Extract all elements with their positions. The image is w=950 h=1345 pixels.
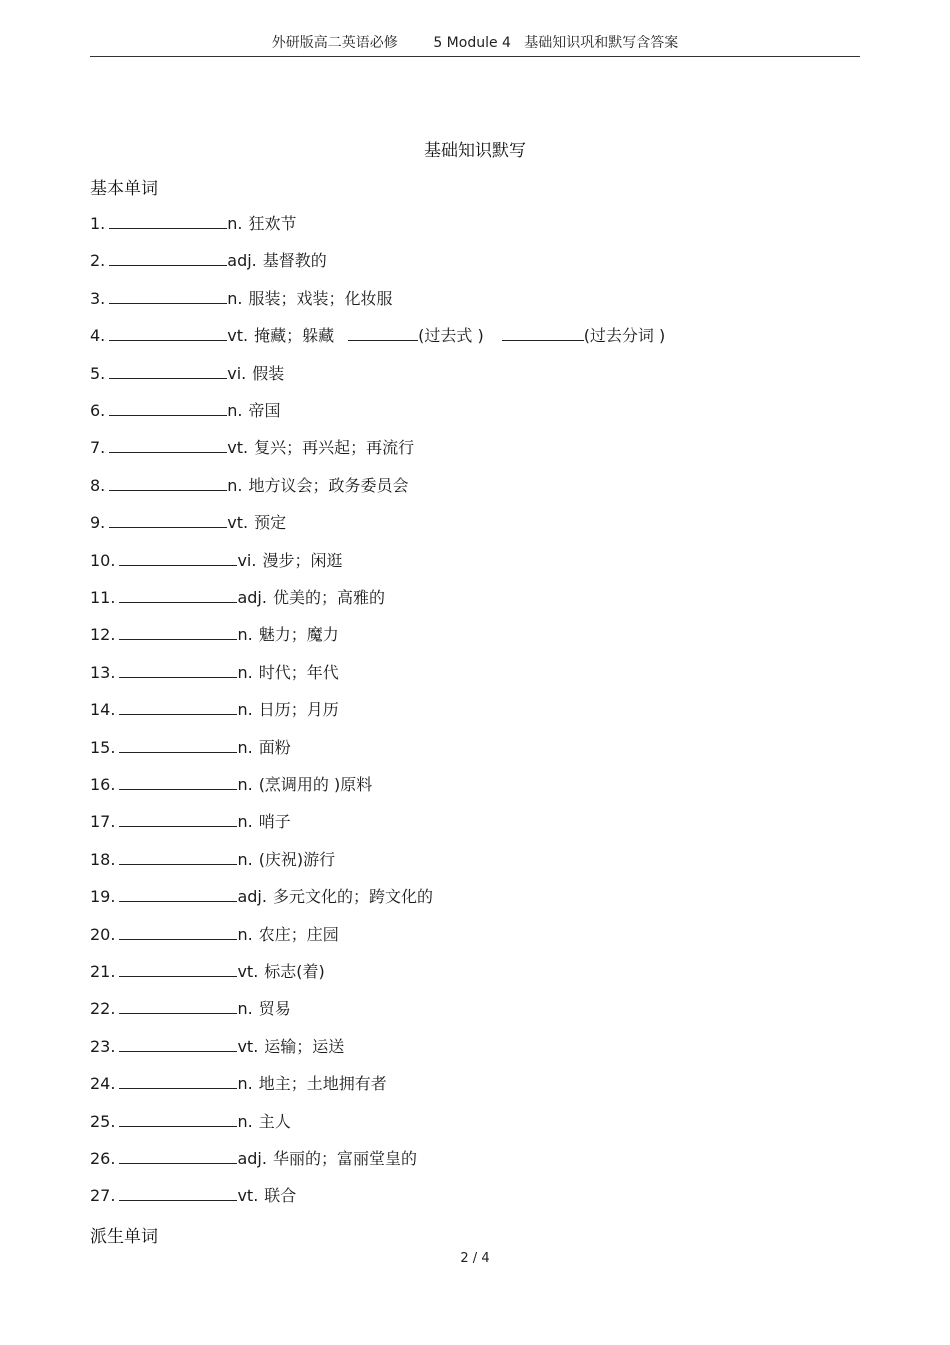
section-derived-words: 派生单词	[90, 1227, 158, 1247]
list-item	[90, 399, 281, 423]
list-item	[90, 1110, 291, 1134]
part-of-speech: n.	[237, 812, 253, 831]
list-item	[90, 960, 325, 984]
list-item	[90, 362, 284, 386]
list-item	[90, 212, 297, 236]
item-number: 22.	[90, 999, 116, 1018]
answer-blank[interactable]	[119, 810, 237, 827]
answer-blank[interactable]	[119, 736, 237, 753]
item-number: 11.	[90, 588, 116, 607]
meaning: 掩藏；躲藏	[254, 326, 335, 345]
item-number: 13.	[90, 663, 116, 682]
meaning: 面粉	[258, 738, 291, 757]
past-tense-blank[interactable]	[348, 324, 418, 341]
meaning: 运输；运送	[264, 1037, 345, 1056]
answer-blank[interactable]	[119, 661, 237, 678]
answer-blank[interactable]	[109, 362, 227, 379]
meaning: 服装；戏装；化妆服	[248, 289, 393, 308]
list-item	[90, 698, 339, 722]
meaning: 华丽的；富丽堂皇的	[272, 1149, 417, 1168]
meaning: 多元文化的；跨文化的	[272, 887, 433, 906]
part-of-speech: vt.	[237, 1186, 259, 1205]
page-header	[90, 30, 860, 57]
item-number: 9.	[90, 513, 106, 532]
part-of-speech: n.	[227, 214, 243, 233]
answer-blank[interactable]	[119, 997, 237, 1014]
item-number: 5.	[90, 364, 106, 383]
meaning: 标志(着)	[264, 962, 325, 981]
meaning: 主人	[258, 1112, 291, 1131]
part-of-speech: vt.	[237, 1037, 259, 1056]
meaning: 假装	[252, 364, 285, 383]
list-item	[90, 1035, 344, 1059]
part-of-speech: n.	[227, 289, 243, 308]
page-number: 2 / 4	[460, 1251, 490, 1266]
part-of-speech: n.	[237, 925, 253, 944]
list-item	[90, 586, 385, 610]
part-of-speech: n.	[227, 401, 243, 420]
part-of-speech: n.	[237, 999, 253, 1018]
item-number: 24.	[90, 1074, 116, 1093]
answer-blank[interactable]	[119, 923, 237, 940]
item-number: 8.	[90, 476, 106, 495]
answer-blank[interactable]	[119, 1147, 237, 1164]
part-of-speech: n.	[237, 738, 253, 757]
item-number: 26.	[90, 1149, 116, 1168]
list-item	[90, 997, 291, 1021]
part-of-speech: adj.	[237, 1149, 267, 1168]
item-number: 20.	[90, 925, 116, 944]
answer-blank[interactable]	[119, 960, 237, 977]
part-of-speech: adj.	[237, 588, 267, 607]
answer-blank[interactable]	[119, 1035, 237, 1052]
list-item	[90, 885, 433, 909]
answer-blank[interactable]	[109, 436, 227, 453]
answer-blank[interactable]	[109, 324, 227, 341]
meaning: 魅力；魔力	[258, 625, 339, 644]
answer-blank[interactable]	[119, 1110, 237, 1127]
header-gap	[402, 35, 429, 51]
answer-blank[interactable]	[109, 249, 227, 266]
part-of-speech: vi.	[227, 364, 247, 383]
meaning: 优美的；高雅的	[272, 588, 385, 607]
list-item	[90, 474, 409, 498]
meaning: 农庄；庄园	[258, 925, 339, 944]
past-tense-label: (过去式 )	[418, 326, 484, 345]
list-item	[90, 923, 339, 947]
item-number: 1.	[90, 214, 106, 233]
item-number: 16.	[90, 775, 116, 794]
item-number: 6.	[90, 401, 106, 420]
part-of-speech: n.	[237, 700, 253, 719]
answer-blank[interactable]	[119, 773, 237, 790]
answer-blank[interactable]	[109, 399, 227, 416]
answer-blank[interactable]	[109, 287, 227, 304]
past-participle-label: (过去分词 )	[583, 326, 666, 345]
item-number: 15.	[90, 738, 116, 757]
part-of-speech: n.	[237, 1074, 253, 1093]
list-item	[90, 736, 291, 760]
list-item	[90, 1072, 387, 1096]
list-item	[90, 773, 372, 797]
part-of-speech: n.	[227, 476, 243, 495]
item-number: 4.	[90, 326, 106, 345]
meaning: 日历；月历	[258, 700, 339, 719]
answer-blank[interactable]	[119, 698, 237, 715]
item-number: 27.	[90, 1186, 116, 1205]
list-item	[90, 1184, 296, 1208]
part-of-speech: vt.	[227, 513, 249, 532]
part-of-speech: vt.	[227, 438, 249, 457]
part-of-speech: vi.	[237, 551, 257, 570]
meaning: 预定	[254, 513, 287, 532]
list-item	[90, 549, 342, 573]
list-item	[90, 436, 414, 460]
part-of-speech: n.	[237, 625, 253, 644]
item-number: 17.	[90, 812, 116, 831]
item-number: 10.	[90, 551, 116, 570]
answer-blank[interactable]	[119, 1184, 237, 1201]
part-of-speech: n.	[237, 850, 253, 869]
part-of-speech: adj.	[227, 251, 257, 270]
meaning: 狂欢节	[248, 214, 297, 233]
list-item	[90, 848, 335, 872]
part-of-speech: n.	[237, 775, 253, 794]
header-left: 外研版高二英语必修	[271, 35, 398, 51]
part-of-speech: n.	[237, 1112, 253, 1131]
list-item	[90, 324, 665, 348]
meaning: 漫步；闲逛	[262, 551, 343, 570]
list-item	[90, 623, 339, 647]
answer-blank[interactable]	[119, 586, 237, 603]
item-number: 19.	[90, 887, 116, 906]
item-number: 14.	[90, 700, 116, 719]
page-title: 基础知识默写	[424, 141, 526, 161]
past-participle-blank[interactable]	[502, 324, 584, 341]
item-number: 7.	[90, 438, 106, 457]
answer-blank[interactable]	[119, 1072, 237, 1089]
answer-blank[interactable]	[109, 511, 227, 528]
meaning: (庆祝)游行	[258, 850, 336, 869]
answer-blank[interactable]	[109, 212, 227, 229]
item-number: 23.	[90, 1037, 116, 1056]
meaning: 帝国	[248, 401, 281, 420]
item-number: 2.	[90, 251, 106, 270]
part-of-speech: vt.	[237, 962, 259, 981]
meaning: 复兴；再兴起；再流行	[254, 438, 415, 457]
meaning: (烹调用的 )原料	[258, 775, 373, 794]
part-of-speech: n.	[237, 663, 253, 682]
item-number: 25.	[90, 1112, 116, 1131]
item-number: 12.	[90, 625, 116, 644]
item-number: 18.	[90, 850, 116, 869]
answer-blank[interactable]	[119, 549, 237, 566]
item-number: 3.	[90, 289, 106, 308]
section-basic-words: 基本单词	[90, 179, 158, 199]
list-item	[90, 287, 393, 311]
meaning: 地方议会；政务委员会	[248, 476, 409, 495]
list-item	[90, 1147, 417, 1171]
meaning: 基督教的	[262, 251, 327, 270]
list-item	[90, 249, 327, 273]
answer-blank[interactable]	[119, 623, 237, 640]
header-right: 5 Module 4 基础知识巩和默写含答案	[433, 35, 679, 51]
item-number: 21.	[90, 962, 116, 981]
answer-blank[interactable]	[109, 474, 227, 491]
answer-blank[interactable]	[119, 885, 237, 902]
meaning: 贸易	[258, 999, 291, 1018]
part-of-speech: vt.	[227, 326, 249, 345]
meaning: 时代；年代	[258, 663, 339, 682]
part-of-speech: adj.	[237, 887, 267, 906]
list-item	[90, 810, 291, 834]
answer-blank[interactable]	[119, 848, 237, 865]
list-item	[90, 511, 286, 535]
meaning: 哨子	[258, 812, 291, 831]
list-item	[90, 661, 339, 685]
meaning: 联合	[264, 1186, 297, 1205]
meaning: 地主；土地拥有者	[258, 1074, 387, 1093]
